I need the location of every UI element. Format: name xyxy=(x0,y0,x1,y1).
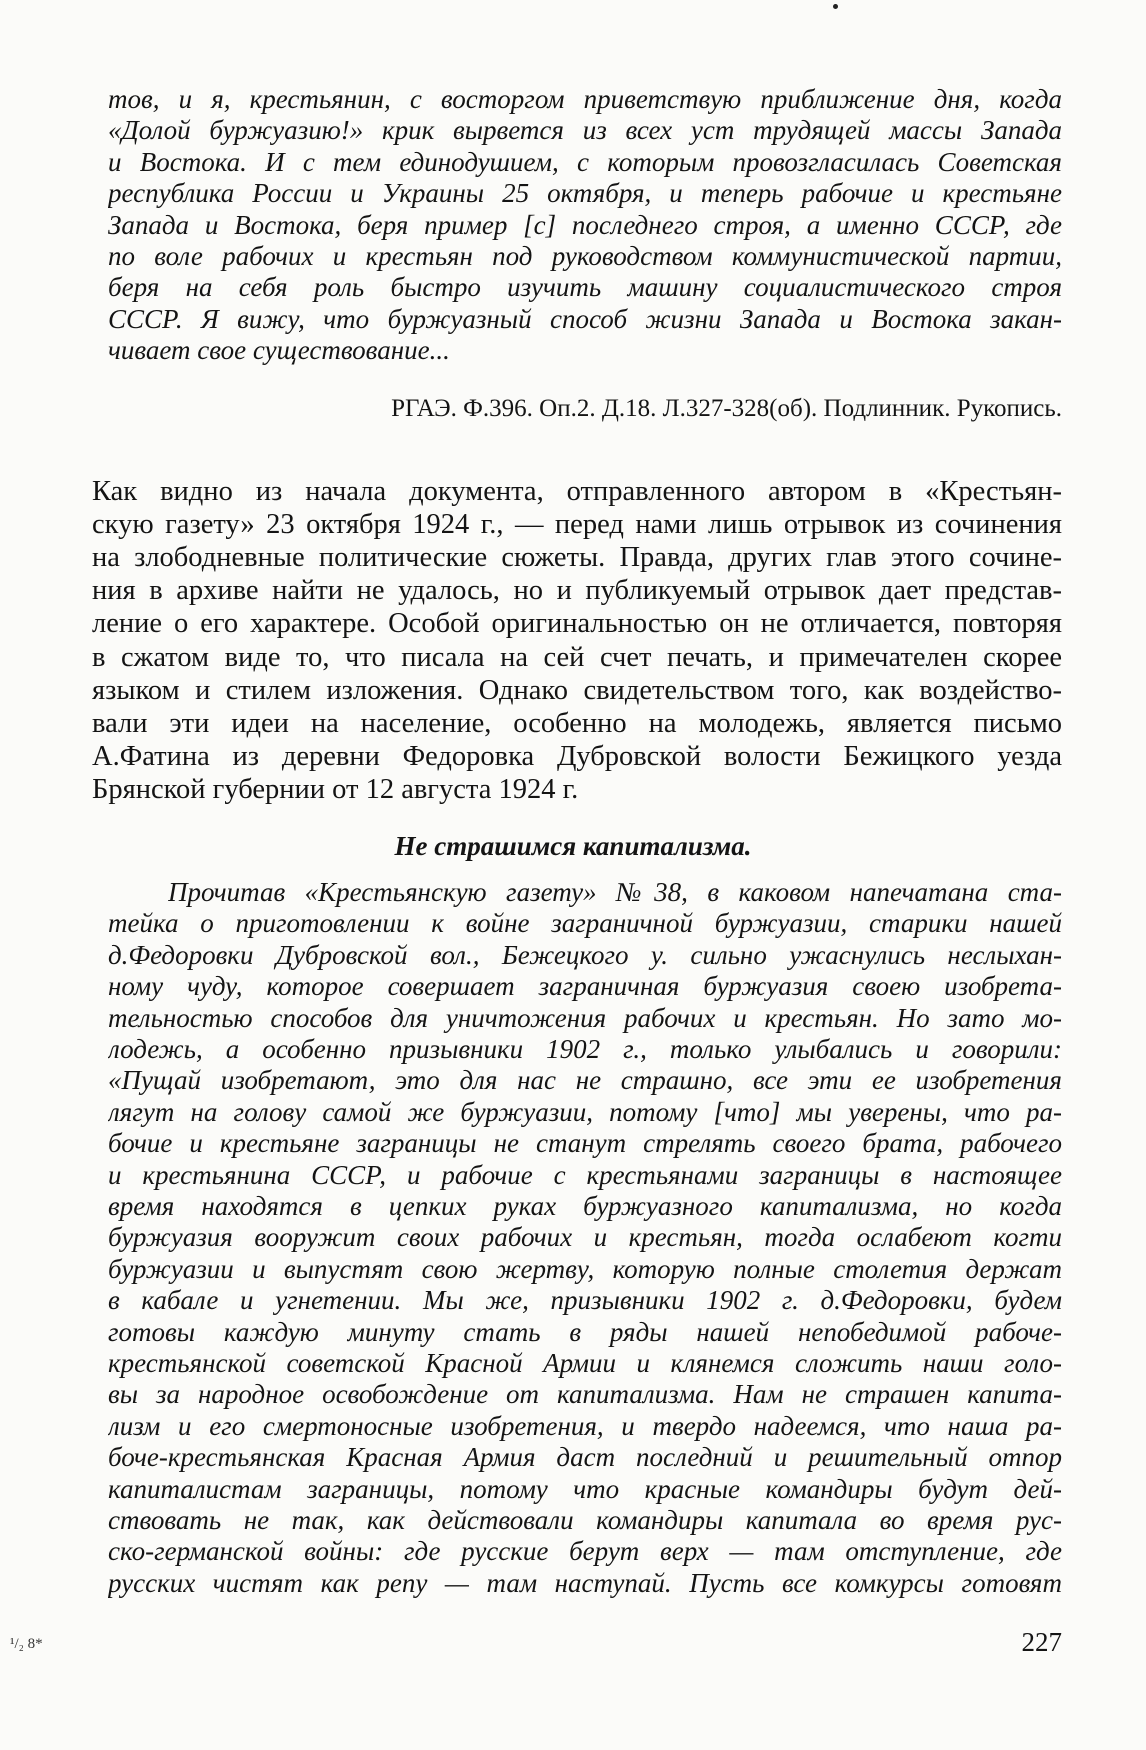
source-citation: РГАЭ. Ф.396. Оп.2. Д.18. Л.327-328(об). Подлинник. Рукопись. xyxy=(391,395,1062,422)
letter-line: лизм и его смертоносные изобретения, и твердо надеемся, что наша ра- xyxy=(108,1410,1062,1441)
letter-line: тельностью способов для уничтожения рабочих и крестьян. Но зато мо- xyxy=(108,1002,1062,1033)
letter-line: в кабале и угнетении. Мы же, призывники 1902 г. д.Федоровки, будем xyxy=(108,1285,1062,1316)
signature-mark: ¹/₂ 8* xyxy=(10,1636,43,1652)
commentary-line: Брянской губернии от 12 августа 1924 г. xyxy=(92,773,579,805)
letter-heading: Не страшимся капитализма. xyxy=(394,831,752,861)
letter-line: ному чуду, которое совершает заграничная буржуазия своею изобрета- xyxy=(108,971,1062,1002)
letter-line: крестьянской советской Красной Армии и клянемся сложить наши голо- xyxy=(108,1348,1062,1378)
commentary-line: на злободневные политические сюжеты. Правда, других глав этого сочине- xyxy=(92,542,1062,574)
quote-line: республика России и Украины 25 октября, и теперь рабочие и крестьяне xyxy=(108,178,1062,209)
quote-line: беря на себя роль быстро изучить машину социалистического строя xyxy=(108,272,1062,303)
letter-line: д.Федоровки Дубровской вол., Бежецкого у. сильно ужаснулись неслыхан- xyxy=(108,939,1062,970)
quote-line: и Востока. И с тем единодушием, с которым провозгласилась Советская xyxy=(108,146,1062,177)
letter-line: готовы каждую минуту стать в ряды нашей непобедимой рабоче- xyxy=(108,1316,1062,1347)
letter-line: ствовать не так, как действовали командиры капитала во время рус- xyxy=(108,1505,1062,1535)
commentary-line: Как видно из начала документа, отправленного автором в «Крестьян- xyxy=(92,476,1062,507)
quote-line: чивает свое существование... xyxy=(108,335,450,366)
commentary-line: вали эти идеи на население, особенно на молодежь, является письмо xyxy=(92,707,1062,739)
letter-line: время находятся в цепких руках буржуазного капитализма, но когда xyxy=(108,1191,1062,1221)
letter-line: ско-германской войны: где русские берут верх — там отступление, где xyxy=(108,1536,1062,1567)
letter-line: боче-крестьянская Красная Армия даст последний и решительный отпор xyxy=(108,1442,1062,1473)
letter-line: лодежь, а особенно призывники 1902 г., только улыбались и говорили: xyxy=(108,1034,1062,1064)
commentary-line: А.Фатина из деревни Федоровка Дубровской волости Бежицкого уезда xyxy=(92,740,1062,772)
commentary-line: ния в архиве найти не удалось, но и публикуемый отрывок дает представ- xyxy=(92,575,1062,607)
letter-line: вы за народное освобождение от капитализма. Нам не страшен капита- xyxy=(108,1379,1062,1410)
letter-line: и крестьянина СССР, и рабочие с крестьянами заграницы в настоящее xyxy=(108,1159,1062,1190)
letter-line: «Пущай изобретают, это для нас не страшно, все эти ее изобретения xyxy=(108,1065,1062,1096)
commentary-line: ление о его характере. Особой оригинальностью он не отличается, повторяя xyxy=(92,608,1062,640)
letter-line: бочие и крестьяне заграницы не станут стрелять своего брата, рабочего xyxy=(108,1128,1062,1159)
quote-line: СССР. Я вижу, что буржуазный способ жизни Запада и Востока закан- xyxy=(108,303,1062,334)
letter-line: буржуазия вооружит своих рабочих и крестьян, тогда ослабеют когти xyxy=(108,1222,1062,1253)
commentary-line: языком и стилем изложения. Однако свидетельством того, как воздейство- xyxy=(92,674,1062,706)
letter-line: Прочитав «Крестьянскую газету» №38, в каковом напечатана ста- xyxy=(168,877,1062,907)
quote-line: Запада и Востока, беря пример [с] последнего строя, а именно СССР, где xyxy=(108,209,1062,240)
quote-line: тов, и я, крестьянин, с восторгом приветствую приближение дня, когда xyxy=(108,84,1062,114)
page-number: 227 xyxy=(1021,1627,1062,1657)
letter-line: капиталистам заграницы, потому что красные командиры будут дей- xyxy=(108,1473,1062,1504)
commentary-line: скую газету» 23 октября 1924 г., — перед нами лишь отрывок из сочинения xyxy=(92,509,1062,541)
letter-line: лягут на голову самой же буржуазии, потому [что] мы уверены, что ра- xyxy=(108,1096,1062,1127)
letter-line: буржуазии и выпустят свою жертву, которую полные столетия держат xyxy=(108,1253,1062,1284)
letter-line: тейка о приготовлении к войне заграничной буржуазии, старики нашей xyxy=(108,908,1062,939)
letter-line: русских чистят как репу — там наступай. Пусть все комкурсы готовят xyxy=(108,1567,1062,1598)
commentary-line: в сжатом виде то, что писала на сей счет печать, и примечателен скорее xyxy=(92,641,1062,673)
print-speck xyxy=(833,4,838,9)
quote-line: по воле рабочих и крестьян под руководством коммунистической партии, xyxy=(108,241,1062,271)
quote-line: «Долой буржуазию!» крик вырвется из всех уст трудящей массы Запада xyxy=(108,115,1062,146)
